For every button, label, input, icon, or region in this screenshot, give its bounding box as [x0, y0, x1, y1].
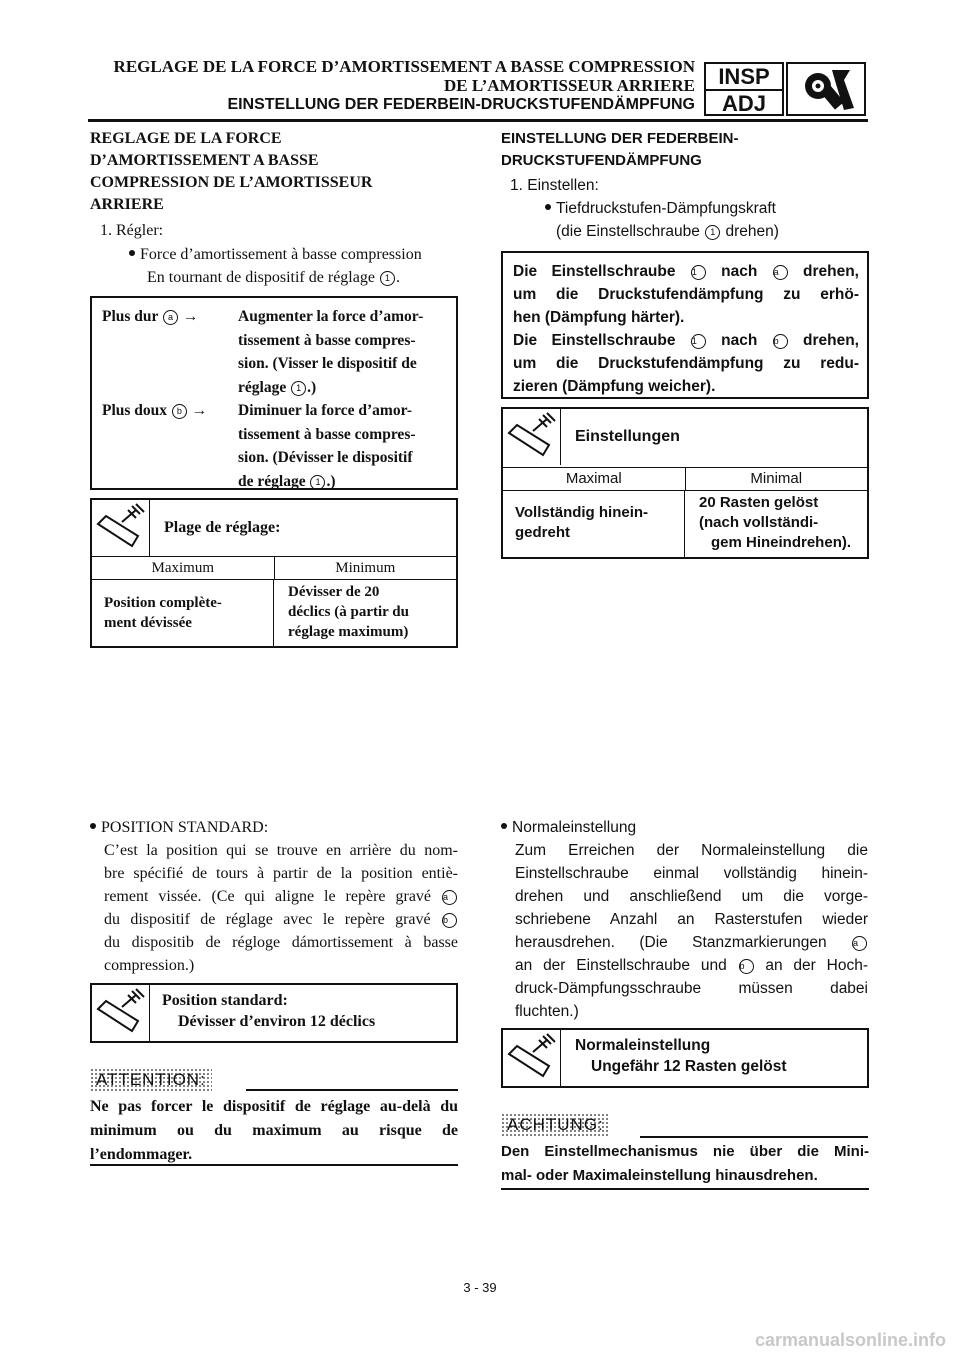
de-spec-col-min: Minimal [750, 470, 803, 487]
de-spec-title: Einstellungen [575, 428, 680, 445]
de-spec-val-line: Vollständig hinein- [515, 504, 649, 521]
fr-spec-col-max: Maximum [92, 557, 275, 579]
fr-spec-values [92, 580, 456, 646]
de-bullet1-sub-a: (die Einstellschraube [556, 223, 700, 240]
fr-std-bullet [90, 816, 458, 839]
fr-spec-val-line: Dévisser de 20 [288, 584, 380, 600]
de-std-line: druck-Dämpfungsschraube müssen dabei [515, 980, 868, 997]
de-bullet1 [545, 197, 776, 220]
insp-adj-badge [704, 62, 784, 116]
mark-a: a [442, 890, 457, 905]
fr-info-row2-text [238, 399, 452, 493]
fr-section-title [90, 128, 458, 216]
de-info-box [501, 251, 869, 399]
mark-b: b [172, 404, 187, 419]
fr-info-line: sion. (Visser le dispositif de [238, 355, 417, 372]
de-spec-val-min [685, 491, 867, 557]
de-section-title [501, 128, 869, 172]
de-title-line: EINSTELLUNG DER FEDERBEIN- [501, 130, 739, 147]
bullet-icon [501, 823, 507, 829]
fr-title-line: D’AMORTISSEMENT A BASSE [90, 152, 319, 169]
de-spec-values [503, 491, 867, 557]
fr-std-line: du dispositib de régloge dámortissement à basse [104, 934, 458, 951]
de-std-bullet-text: Normaleinstellung [512, 819, 637, 836]
fr-warning-line: Ne pas forcer le dispositif de réglage au-delà du [90, 1098, 458, 1115]
fr-warning-label [90, 1068, 212, 1092]
de-warning-bottom-rule [501, 1188, 869, 1190]
fr-spec-box [90, 498, 458, 648]
badge-bottom-text: ADJ [721, 91, 766, 116]
de-info-line: Die Einstellschraube 1 nach b drehen, [513, 332, 859, 349]
fr-std-line: bre spécifié de tours à partir de la position entiè- [104, 865, 458, 882]
wrench-icon [503, 1030, 561, 1086]
fr-info-box [90, 296, 458, 490]
fr-std-line: compression.) [104, 957, 195, 974]
mark-b: b [739, 959, 754, 974]
de-info-line: hen (Dämpfung härter). [513, 309, 685, 326]
fr-std-line: C’est la position qui se trouve en arrière du nom- [104, 842, 458, 859]
de-std-line: schriebene Anzahl an Rasterstufen wieder [515, 911, 868, 928]
fr-std-spec-title: Position standard: [162, 992, 288, 1009]
page-number: 3 - 39 [463, 1280, 497, 1295]
fr-bullet1-sub: En tournant de dispositif de réglage 1 . [147, 269, 400, 286]
fr-title-line: REGLAGE DE LA FORCE [90, 130, 282, 147]
mark-1: 1 [705, 225, 720, 240]
fr-info-label-hard: Plus dur [102, 308, 159, 325]
de-warning-label [501, 1113, 610, 1137]
fr-info-line: réglage 1 .) [238, 378, 317, 396]
fr-spec-val-line: ment dévissée [104, 615, 192, 631]
fr-std-spec-value: Dévisser d’environ 12 déclics [178, 1013, 376, 1030]
fr-spec-columns [92, 556, 456, 580]
de-warning-text [501, 1140, 869, 1188]
de-spec-box [501, 407, 869, 559]
de-spec-columns [503, 467, 867, 491]
de-title-line: DRUCKSTUFENDÄMPFUNG [501, 152, 702, 169]
fr-title-line: ARRIERE [90, 196, 164, 213]
fr-warning-label-text: ATTENTION: [90, 1068, 212, 1092]
wrench-icon [92, 985, 150, 1041]
de-std-line: drehen und anschließend um die vorge- [515, 888, 868, 905]
fr-info-row1-text [238, 305, 452, 399]
de-info-line: Die Einstellschraube 1 nach a drehen, [513, 263, 859, 280]
wrench-screwdriver-icon [786, 62, 866, 116]
de-std-line: Zum Erreichen der Normaleinstellung die [515, 842, 868, 859]
fr-info-label-soft: Plus doux [102, 402, 168, 419]
fr-spec-val-line: déclics (à partir du [288, 604, 409, 620]
fr-bullet1 [129, 243, 459, 266]
de-step1: 1. Einstellen: [510, 177, 599, 194]
fr-warning-bottom-rule [90, 1164, 458, 1166]
fr-info-row1-label [102, 305, 198, 329]
header-rule [88, 119, 868, 122]
de-spec-val-line: (nach vollständi- [699, 514, 819, 531]
fr-std-bullet-text: POSITION STANDARD: [101, 819, 269, 836]
fr-info-line: sion. (Dévisser le dispositif [238, 449, 413, 466]
de-warning-line: mal- oder Maximaleinstellung hinausdrehen. [501, 1167, 818, 1184]
de-bullet1-text: Tiefdruckstufen-Dämpfungskraft [556, 200, 776, 217]
fr-info-line: Diminuer la force d’amor- [238, 402, 413, 419]
de-info-text [513, 260, 859, 398]
fr-spec-col-min: Minimum [335, 560, 396, 576]
fr-std-spec-text [162, 990, 375, 1032]
fr-warning-rule [246, 1089, 458, 1091]
fr-info-line: tissement à basse compres- [238, 425, 416, 443]
fr-info-line: Augmenter la force d’amor- [238, 308, 424, 325]
de-std-spec-value: Ungefähr 12 Rasten gelöst [591, 1058, 787, 1075]
fr-title-line: COMPRESSION DE L’AMORTISSEUR [90, 174, 373, 191]
fr-info-line: tissement à basse compres- [238, 331, 416, 349]
fr-std-line: rement vissée. (Ce qui aligne le repère gravé a [104, 885, 458, 908]
de-std-line: Einstellschraube einmal vollständig hinein- [515, 865, 868, 882]
de-std-line: an der Einstellschraube und b an der Hoch- [515, 957, 868, 974]
mark-a: a [163, 310, 178, 325]
arrow-icon: → [182, 308, 199, 325]
wrench-icon [92, 500, 150, 556]
de-info-line: um die Druckstufendämpfung zu erhö- [513, 286, 859, 303]
header-titles [114, 57, 695, 114]
fr-warning-line: l’endommager. [90, 1146, 193, 1163]
watermark: carmanualsonline.info [754, 1330, 946, 1350]
de-warning-rule [640, 1136, 868, 1138]
fr-spec-title: Plage de réglage: [164, 519, 281, 536]
fr-std-text [104, 839, 458, 977]
de-std-spec-box [501, 1028, 869, 1088]
de-spec-val-line: 20 Rasten gelöst [699, 494, 819, 511]
bullet-icon [545, 204, 551, 210]
fr-spec-val-min [274, 580, 456, 646]
fr-info-line: de réglage 1 .) [238, 472, 336, 490]
fr-warning-line: minimum ou du maximum au risque de [90, 1122, 458, 1139]
de-info-line: zieren (Dämpfung weicher). [513, 378, 716, 395]
header-title-line1: REGLAGE DE LA FORCE D’AMORTISSEMENT A BASSE COMPRESSION [113, 57, 695, 76]
fr-step1: 1. Régler: [100, 222, 164, 239]
badge-top-text: INSP [706, 64, 782, 91]
header-title-line2: DE L’AMORTISSEUR ARRIERE [444, 76, 695, 95]
arrow-icon: → [191, 402, 208, 419]
wrench-icon [503, 409, 561, 465]
de-spec-val-line: gedreht [515, 524, 571, 541]
bullet-icon [129, 250, 135, 256]
de-bullet1-sub-b: drehen) [725, 223, 779, 240]
fr-info-row2-label [102, 399, 207, 423]
fr-warning-text [90, 1095, 458, 1167]
de-spec-val-line: gem Hineindrehen). [711, 534, 852, 551]
mark-a: a [852, 936, 867, 951]
de-spec-col-max: Maximal [503, 468, 686, 490]
mark-a: a [773, 265, 788, 280]
de-warning-line: Den Einstellmechanismus nie über die Mini- [501, 1143, 869, 1160]
mark-1: 1 [380, 271, 395, 286]
mark-b: b [773, 334, 788, 349]
mark-1: 1 [691, 265, 706, 280]
de-std-spec-title: Normaleinstellung [575, 1037, 711, 1054]
mark-b: b [442, 913, 457, 928]
fr-bullet1-sub-text: En tournant de dispositif de réglage [147, 269, 375, 286]
mark-1: 1 [310, 475, 325, 490]
fr-spec-val-line: Position complète- [104, 595, 222, 611]
fr-std-line: du dispositif de réglage avec le repère gravé b [104, 908, 458, 931]
de-warning-label-text: ACHTUNG: [501, 1113, 610, 1137]
de-bullet1-sub [556, 220, 779, 243]
de-std-line: herausdrehen. (Die Stanzmarkierungen a [515, 931, 868, 954]
fr-spec-val-max [92, 580, 274, 646]
bullet-icon [90, 823, 96, 829]
de-std-line: fluchten.) [515, 1003, 579, 1020]
de-std-spec-text [575, 1035, 787, 1077]
fr-bullet1-text: Force d’amortissement à basse compression [140, 246, 422, 263]
fr-std-spec-box [90, 983, 458, 1043]
de-info-line: um die Druckstufendämpfung zu redu- [513, 355, 859, 372]
mark-1: 1 [291, 381, 306, 396]
de-std-text [515, 839, 868, 1023]
header-title-line3: EINSTELLUNG DER FEDERBEIN-DRUCKSTUFENDÄMPFUNG [227, 96, 695, 113]
fr-spec-val-line: réglage maximum) [288, 624, 409, 640]
mark-1: 1 [691, 334, 706, 349]
de-std-bullet [501, 816, 636, 839]
de-spec-val-max [503, 491, 685, 557]
